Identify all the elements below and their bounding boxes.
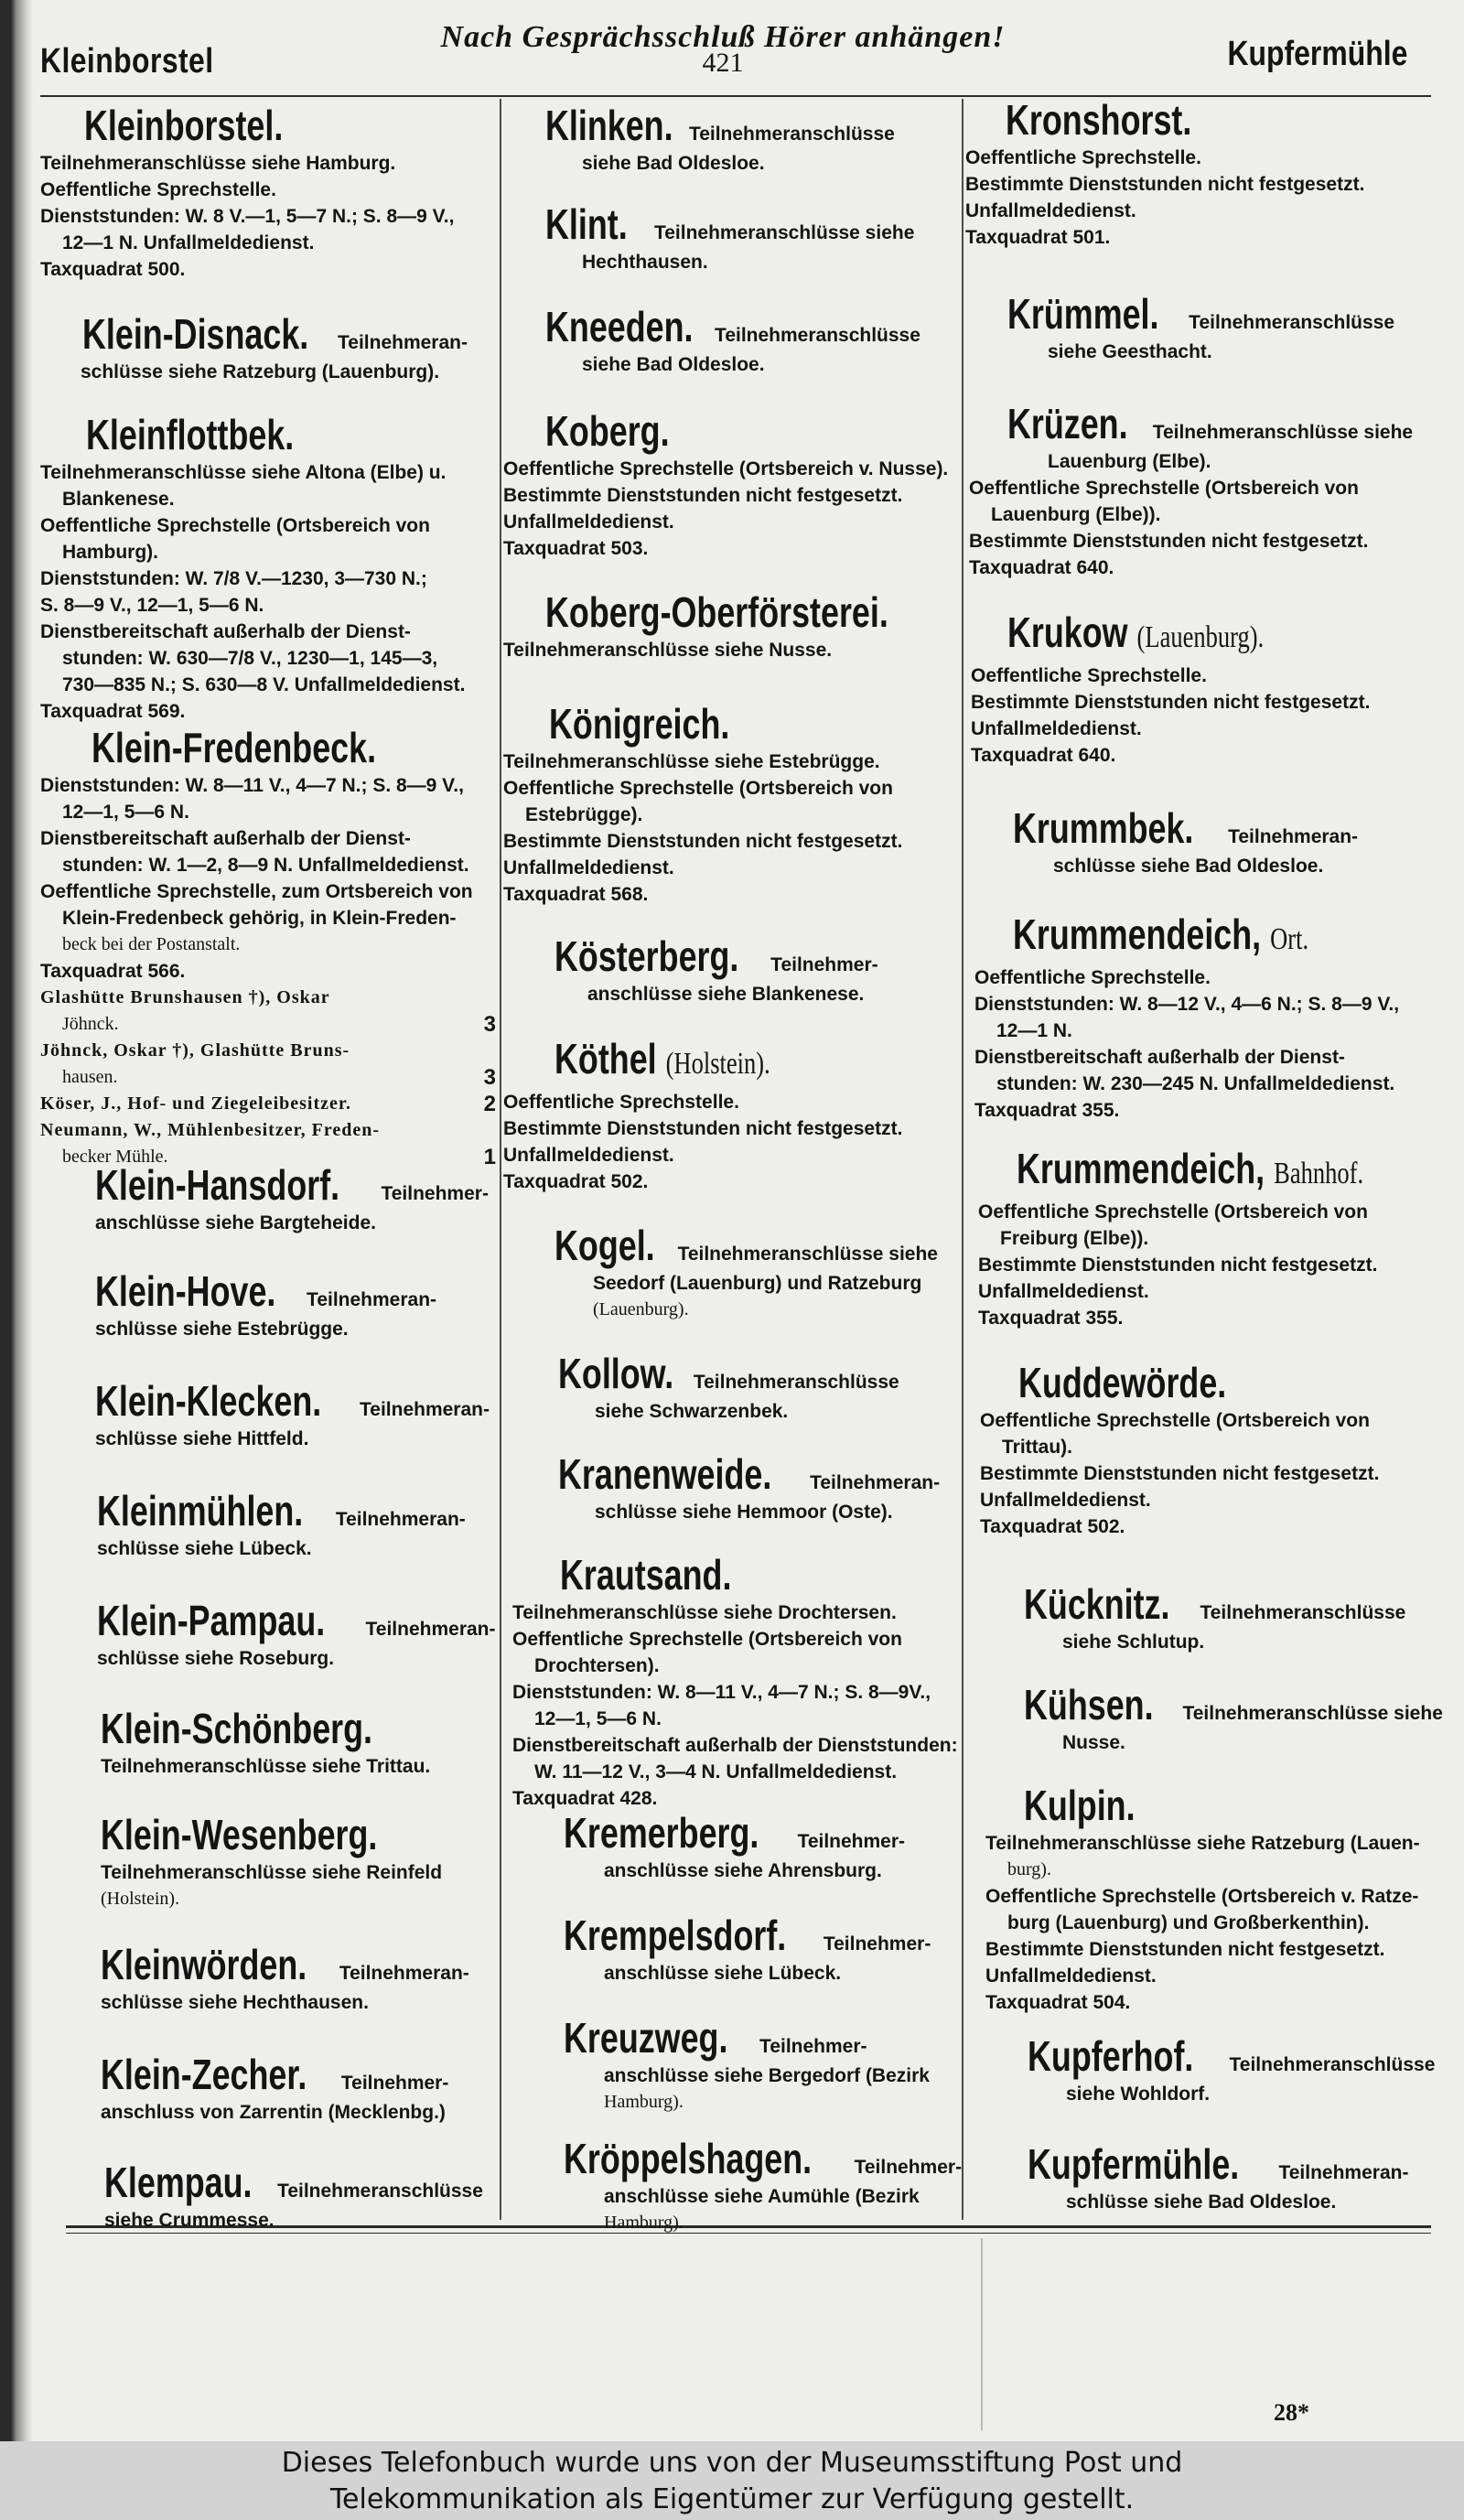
entry-title: Krummbek.: [1013, 804, 1194, 852]
entry-line: burg (Lauenburg) und Großberkenthin).: [1007, 1912, 1370, 1933]
subscriber-detail: hausen.: [62, 1067, 118, 1087]
entry-inline: Teilnehmeranschlüsse: [688, 124, 895, 145]
entry-line: W. 11—12 V., 3—4 N. Unfallmeldedienst.: [534, 1761, 898, 1782]
entry-line: Bestimmte Dienststunden nicht festgesetzt.: [503, 831, 903, 852]
entry-kranenweide: [503, 1449, 963, 1525]
entry-line: Oeffentliche Sprechstelle.: [40, 179, 276, 200]
entry-line: Taxquadrat 428.: [512, 1788, 658, 1809]
entry-inline: Teilnehmeranschlüsse siehe: [653, 222, 915, 243]
entry-kogel: [503, 1221, 963, 1323]
title-suffix: Bahnhof.: [1274, 1157, 1364, 1190]
entry-title: Klein-Hove.: [95, 1267, 276, 1315]
column-2: [503, 101, 963, 2233]
entry-title: Kleinflottbek.: [86, 411, 295, 458]
entry-line: Unfallmeldedienst.: [503, 1145, 674, 1166]
entry-line: schlüsse siehe Hemmoor (Oste).: [595, 1502, 893, 1523]
entry-krautsand: [503, 1550, 963, 1812]
subscriber-row: [40, 985, 498, 1038]
subscriber-detail: Jöhnck.: [62, 1014, 119, 1034]
entry-klinken: [503, 101, 963, 177]
entry-line: Bestimmte Dienststunden nicht festgesetzt.: [978, 1255, 1378, 1276]
entry-inline: Teilnehmer-: [770, 954, 878, 975]
entry-kruemmel: [965, 289, 1432, 365]
entry-line: Dienststunden: W. 7/8 V.—1230, 3—730 N.;: [40, 568, 427, 589]
entry-klein-fredenbeck: [40, 723, 498, 1170]
entry-kleinwoerden: [40, 1940, 498, 2016]
entry-krummendeich-bahnhof: [965, 1144, 1432, 1331]
entry-line: Blankenese.: [62, 489, 175, 510]
entry-kleinmuehlen: [40, 1486, 498, 1562]
entry-line: Lauenburg (Elbe)).: [991, 504, 1161, 525]
entry-title: Koberg.: [545, 407, 670, 455]
entry-title: Kollow.: [558, 1350, 674, 1397]
entry-line: Oeffentliche Sprechstelle (Ortsbereich von: [978, 1201, 1368, 1222]
entry-title: Klein-Schönberg.: [101, 1705, 373, 1752]
entry-title: Kleinmühlen.: [97, 1487, 304, 1535]
entry-line: Oeffentliche Sprechstelle (Ortsbereich von: [969, 478, 1359, 499]
entry-line: Seedorf (Lauenburg) und Ratzeburg: [593, 1273, 922, 1294]
entry-line: Bestimmte Dienststunden nicht festgesetzt.: [503, 485, 903, 506]
entry-title: Kröppelshagen.: [564, 2135, 813, 2182]
entry-line: Taxquadrat 640.: [971, 745, 1116, 766]
entry-inline: Teilnehmer-: [340, 2073, 449, 2094]
entry-kuecknitz: [965, 1579, 1432, 1655]
entry-line: Teilnehmeranschlüsse siehe Hamburg.: [40, 153, 396, 174]
entry-inline: Teilnehmeran-: [339, 1963, 469, 1984]
entry-title: Klein-Zecher.: [101, 2051, 307, 2098]
entry-inline: Teilnehmer-: [759, 2036, 867, 2057]
entry-title: Klein-Pampau.: [97, 1597, 326, 1644]
entry-line: Taxquadrat 503.: [503, 538, 649, 559]
header-motto: Nach Gesprächsschluß Hörer anhängen!: [440, 20, 1006, 54]
entry-klempau: [40, 2158, 498, 2234]
entry-klein-hansdorf: [40, 1160, 498, 1236]
entry-kupferhof: [965, 2031, 1436, 2107]
entry-line: Hechthausen.: [582, 252, 708, 273]
entry-title: Koberg-Oberförsterei.: [545, 588, 888, 636]
entry-line: Oeffentliche Sprechstelle (Ortsbereich v. Ratze-: [985, 1886, 1419, 1907]
entry-kneeden: [503, 302, 963, 378]
entry-kulpin: [965, 1781, 1432, 2016]
entry-line: schlüsse siehe Roseburg.: [97, 1648, 335, 1669]
entry-line: 12—1, 5—6 N.: [62, 802, 189, 823]
subscriber-number: 3: [483, 1012, 496, 1037]
title-suffix: Ort.: [1270, 922, 1309, 956]
title-main: Krummendeich,: [1013, 910, 1262, 958]
entry-line: Teilnehmeranschlüsse siehe Estebrügge.: [503, 751, 880, 772]
entry-line: anschluss von Zarrentin (Mecklenbg.): [101, 2102, 446, 2123]
entry-title: Kuddewörde.: [1018, 1359, 1227, 1406]
entry-line: Klein-Fredenbeck gehörig, in Klein-Freden-: [62, 908, 457, 929]
copyright-footer: [0, 2441, 1464, 2520]
entry-line: anschlüsse siehe Ahrensburg.: [604, 1860, 882, 1881]
entry-title: Königreich.: [549, 700, 730, 748]
entry-line: stunden: W. 230—245 N. Unfallmeldedienst.: [996, 1073, 1395, 1094]
entry-title: [1013, 910, 1308, 964]
entry-line: Taxquadrat 504.: [985, 1992, 1131, 2013]
entry-kupfermuehle: [965, 2139, 1432, 2215]
header-page-number: 421: [702, 48, 744, 78]
entry-title: Kücknitz.: [1024, 1580, 1170, 1628]
subscriber-number: 2: [483, 1092, 496, 1116]
entry-title: [1017, 1144, 1363, 1199]
column-1: [40, 101, 498, 2231]
subscriber-number: 1: [483, 1145, 496, 1169]
column-divider-1: [500, 99, 501, 2220]
entry-line: Dienststunden: W. 8 V.—1, 5—7 N.; S. 8—9 V.,: [40, 206, 455, 227]
entry-line: stunden: W. 630—7/8 V., 1230—1, 145—3,: [62, 648, 438, 669]
title-suffix: (Holstein).: [665, 1047, 770, 1081]
entry-inline: Teilnehmeranschlüsse: [1200, 1602, 1406, 1623]
entry-inline: Teilnehmeranschlüsse: [1189, 312, 1395, 333]
entry-kremerberg: [503, 1808, 963, 1884]
entry-line: Unfallmeldedienst.: [980, 1490, 1151, 1511]
entry-line: schlüsse siehe Bad Oldesloe.: [1066, 2192, 1337, 2213]
entry-line: siehe Bad Oldesloe.: [582, 354, 765, 375]
header-right-place: Kupfermühle: [1227, 35, 1407, 73]
subscriber-name: Köser, J., Hof- und Ziegeleibesitzer.: [40, 1093, 351, 1114]
subscriber-name: Glashütte Brunshausen †), Oskar: [40, 987, 330, 1007]
entry-klint: [503, 199, 963, 275]
entry-line: Bestimmte Dienststunden nicht festgesetzt.: [985, 1939, 1385, 1960]
entry-line: Dienststunden: W. 8—11 V., 4—7 N.; S. 8—9V.,: [512, 1682, 931, 1703]
entry-line: (Lauenburg).: [593, 1299, 689, 1319]
entry-krempelsdorf: [503, 1911, 963, 1987]
entry-title: Kreuzweg.: [564, 2014, 728, 2062]
entry-title: [1007, 608, 1264, 662]
entry-koesterberg: [503, 932, 963, 1007]
entry-title: Kleinwörden.: [101, 1941, 307, 1988]
entry-line: 12—1 N. Unfallmeldedienst.: [62, 232, 315, 253]
entry-line: 12—1 N.: [996, 1020, 1072, 1041]
entry-inline: Teilnehmeranschlüsse siehe: [1182, 1703, 1443, 1724]
entry-title: Klinken.: [545, 102, 673, 149]
entry-klein-schoenberg: [40, 1704, 498, 1780]
entry-line: anschlüsse siehe Aumühle (Bezirk: [604, 2186, 920, 2207]
entry-koenigreich: [503, 699, 963, 908]
entry-line: Teilnehmeranschlüsse siehe Trittau.: [101, 1756, 431, 1777]
header-left-place: Kleinborstel: [40, 42, 214, 81]
entry-line: schlüsse siehe Bad Oldesloe.: [1053, 856, 1324, 877]
entry-line: Dienstbereitschaft außerhalb der Dienst-: [974, 1047, 1345, 1068]
entry-inline: Teilnehmeranschlüsse: [277, 2181, 483, 2202]
entry-title: Kulpin.: [1024, 1782, 1136, 1829]
entry-klein-pampau: [40, 1596, 498, 1672]
entry-line: Taxquadrat 568.: [503, 884, 649, 905]
entry-inline: Teilnehmer-: [854, 2157, 963, 2178]
entry-line: Unfallmeldedienst.: [503, 512, 674, 533]
entry-line: Oeffentliche Sprechstelle.: [965, 147, 1201, 168]
entry-klein-klecken: [40, 1376, 498, 1452]
entry-kuddewoerde: [965, 1358, 1432, 1540]
entry-line: Estebrügge).: [525, 804, 643, 825]
entry-line: Dienststunden: W. 8—12 V., 4—6 N.; S. 8—9 V.,: [974, 994, 1400, 1015]
entry-line: beck bei der Postanstalt.: [62, 934, 241, 954]
entry-inline: Teilnehmer-: [797, 1831, 906, 1852]
entry-line: Unfallmeldedienst.: [978, 1281, 1149, 1302]
entry-line: anschlüsse siehe Bargteheide.: [95, 1212, 376, 1233]
entry-title: Klein-Klecken.: [95, 1377, 322, 1425]
entry-title: Krüzen.: [1007, 400, 1128, 447]
entry-line: Trittau).: [1002, 1437, 1072, 1458]
entry-line: Taxquadrat 640.: [969, 557, 1114, 578]
entry-title: Kremerberg.: [564, 1809, 759, 1857]
entry-koberg: [503, 406, 963, 562]
subscriber-detail: becker Mühle.: [62, 1147, 168, 1167]
subscriber-list: [40, 985, 498, 1170]
entry-line: Drochtersen).: [534, 1655, 660, 1676]
entry-line: Lauenburg (Elbe).: [1048, 451, 1211, 472]
entry-klein-zecher: [40, 2050, 498, 2126]
footer-line-2: Telekommunikation als Eigentümer zur Verfügung gestellt.: [329, 2483, 1135, 2515]
entry-line: stunden: W. 1—2, 8—9 N. Unfallmeldedienst.: [62, 855, 469, 876]
entry-line: Teilnehmeranschlüsse siehe Altona (Elbe) u.: [40, 462, 447, 483]
entry-krummendeich-ort: [965, 910, 1432, 1124]
entry-klein-disnack: [40, 309, 498, 385]
entry-line: S. 8—9 V., 12—1, 5—6 N.: [40, 595, 264, 616]
entry-title: Kösterberg.: [554, 932, 739, 980]
entry-title: Klint.: [545, 200, 628, 248]
entry-line: Bestimmte Dienststunden nicht festgesetzt.: [971, 692, 1371, 713]
entry-title: Kupfermühle.: [1028, 2140, 1240, 2188]
entry-line: Taxquadrat 355.: [978, 1308, 1124, 1329]
entry-line: siehe Schwarzenbek.: [595, 1401, 789, 1422]
entry-line: Dienstbereitschaft außerhalb der Dienst-: [40, 621, 411, 642]
entry-kleinflottbek: [40, 410, 498, 725]
entry-inline: Teilnehmeran-: [360, 1399, 490, 1420]
entry-title: Kühsen.: [1024, 1681, 1154, 1728]
entry-title: Krautsand.: [560, 1551, 732, 1599]
entry-inline: Teilnehmeran-: [335, 1509, 466, 1530]
entry-krukow: [965, 608, 1432, 769]
entry-line: Unfallmeldedienst.: [965, 200, 1136, 221]
entry-line: Freiburg (Elbe)).: [1000, 1228, 1149, 1249]
entry-line: Unfallmeldedienst.: [503, 857, 674, 878]
entry-title: Krempelsdorf.: [564, 1912, 787, 1959]
entry-kuehsen: [965, 1680, 1443, 1756]
entry-line: Teilnehmeranschlüsse siehe Reinfeld: [101, 1862, 443, 1883]
entry-line: Oeffentliche Sprechstelle (Ortsbereich von: [980, 1410, 1370, 1431]
entry-line: Unfallmeldedienst.: [985, 1965, 1157, 1987]
faint-crease: [981, 2238, 983, 2430]
entry-line: Bestimmte Dienststunden nicht festgesetzt.: [965, 174, 1365, 195]
entry-line: siehe Wohldorf.: [1066, 2084, 1211, 2105]
entry-inline: Teilnehmeran-: [810, 1472, 941, 1493]
entry-inline: Teilnehmeran-: [1228, 826, 1359, 847]
subscriber-number: 3: [483, 1065, 496, 1090]
entry-inline: Teilnehmeran-: [338, 332, 468, 353]
entry-line: Taxquadrat 502.: [980, 1516, 1125, 1537]
entry-inline: Teilnehmeranschlüsse siehe: [1152, 422, 1414, 443]
entry-line: Dienstbereitschaft außerhalb der Dienst-: [40, 828, 411, 849]
title-main: Krummendeich,: [1017, 1145, 1265, 1192]
entry-line: Teilnehmeranschlüsse siehe Nusse.: [503, 640, 833, 661]
entry-klein-wesenberg: [40, 1810, 498, 1912]
entry-line: anschlüsse siehe Bergedorf (Bezirk: [604, 2065, 930, 2086]
entry-line: (Holstein).: [101, 1889, 180, 1909]
entry-line: Taxquadrat 566.: [40, 961, 186, 982]
entry-title: Kupferhof.: [1028, 2032, 1194, 2080]
entry-klein-hove: [40, 1266, 498, 1342]
title-main: Köthel: [554, 1035, 657, 1082]
entry-line: schlüsse siehe Hittfeld.: [95, 1428, 309, 1449]
entry-title: Klempau.: [104, 2159, 253, 2206]
subscriber-row: [40, 1038, 498, 1091]
entry-line: Taxquadrat 355.: [974, 1100, 1120, 1121]
entry-line: Unfallmeldedienst.: [971, 718, 1142, 739]
entry-line: schlüsse siehe Hechthausen.: [101, 1992, 369, 2013]
entry-title: [554, 1034, 770, 1089]
entry-line: siehe Schlutup.: [1062, 1632, 1205, 1653]
entry-line: burg).: [1007, 1859, 1051, 1879]
entry-inline: Teilnehmeran-: [1278, 2162, 1409, 2183]
entry-line: Taxquadrat 502.: [503, 1171, 649, 1192]
entry-kreuzweg: [503, 2013, 963, 2116]
entry-line: Teilnehmeranschlüsse siehe Drochtersen.: [512, 1602, 897, 1623]
entry-title: Kneeden.: [545, 303, 694, 350]
entry-kroeppelshagen: [503, 2134, 963, 2236]
entry-line: 12—1, 5—6 N.: [534, 1708, 662, 1729]
entry-line: Hamburg).: [604, 2092, 684, 2112]
entry-kruezen: [965, 399, 1432, 581]
entry-title: Klein-Hansdorf.: [95, 1161, 340, 1209]
entry-line: anschlüsse siehe Blankenese.: [587, 984, 865, 1005]
entry-title: Kleinborstel.: [84, 102, 284, 149]
entry-line: Bestimmte Dienststunden nicht festgesetzt.: [503, 1118, 903, 1139]
entry-line: Oeffentliche Sprechstelle.: [503, 1092, 739, 1113]
entry-line: Oeffentliche Sprechstelle (Ortsbereich von: [40, 515, 430, 536]
entry-line: siehe Geesthacht.: [1048, 341, 1212, 362]
subscriber-name: Neumann, W., Mühlenbesitzer, Freden-: [40, 1120, 381, 1140]
entry-title: Kronshorst.: [1006, 96, 1192, 144]
subscriber-row: [40, 1091, 498, 1117]
entry-inline: Teilnehmeranschlüsse: [1229, 2054, 1436, 2075]
entry-kollow: [503, 1349, 963, 1425]
footer-line-1: Dieses Telefonbuch wurde uns von der Museumsstiftung Post und: [281, 2447, 1183, 2479]
entry-line: Oeffentliche Sprechstelle (Ortsbereich von: [503, 778, 893, 799]
entry-inline: Teilnehmeranschlüsse: [693, 1372, 899, 1393]
entry-koberg-oberfoersterei: [503, 587, 963, 663]
column-3: [965, 96, 1443, 2213]
entry-inline: Teilnehmeranschlüsse siehe: [677, 1244, 938, 1265]
entry-line: Oeffentliche Sprechstelle.: [971, 665, 1207, 686]
entry-line: Bestimmte Dienststunden nicht festgesetzt.: [969, 531, 1369, 552]
entry-line: Taxquadrat 500.: [40, 259, 186, 280]
entry-line: schlüsse siehe Lübeck.: [97, 1538, 312, 1559]
entry-kleinborstel: [40, 101, 498, 283]
entry-line: siehe Crummesse.: [104, 2210, 274, 2231]
entry-krummbek: [965, 803, 1432, 879]
entry-line: Taxquadrat 501.: [965, 227, 1111, 248]
entry-inline: Teilnehmeran-: [307, 1289, 437, 1310]
entry-line: Oeffentliche Sprechstelle (Ortsbereich von: [512, 1629, 902, 1650]
entry-title: Klein-Disnack.: [82, 310, 309, 358]
entry-title: Klein-Fredenbeck.: [92, 724, 377, 771]
entry-line: schlüsse siehe Ratzeburg (Lauenburg).: [81, 361, 440, 382]
entry-line: Oeffentliche Sprechstelle.: [974, 967, 1211, 988]
subscriber-name: Jöhnck, Oskar †), Glashütte Bruns-: [40, 1040, 350, 1061]
title-suffix: (Lauenburg).: [1136, 620, 1265, 654]
entry-line: Dienststunden: W. 8—11 V., 4—7 N.; S. 8—9 V.,: [40, 775, 464, 796]
entry-title: Krümmel.: [1007, 290, 1159, 338]
entry-line: Dienstbereitschaft außerhalb der Dienststunden:: [512, 1735, 958, 1756]
signature-mark: 28*: [1274, 2399, 1309, 2426]
title-main: Krukow: [1007, 608, 1128, 656]
entry-inline: Teilnehmeranschlüsse: [715, 325, 920, 346]
entry-kronshorst: [965, 95, 1432, 251]
entry-koethel: [503, 1034, 963, 1195]
entry-line: Hamburg).: [604, 2213, 684, 2233]
entry-line: Nusse.: [1062, 1732, 1125, 1753]
entry-line: Taxquadrat 569.: [40, 701, 186, 722]
entry-inline: Teilnehmeran-: [365, 1619, 496, 1640]
entry-line: Oeffentliche Sprechstelle (Ortsbereich v. Nusse).: [503, 458, 949, 479]
entry-line: schlüsse siehe Estebrügge.: [95, 1319, 349, 1340]
entry-inline: Teilnehmer-: [823, 1933, 931, 1955]
entry-line: siehe Bad Oldesloe.: [582, 153, 765, 174]
entry-line: Teilnehmeranschlüsse siehe Ratzeburg (Lauen-: [985, 1833, 1420, 1854]
entry-line: Bestimmte Dienststunden nicht festgesetzt.: [980, 1463, 1380, 1484]
book-spine-shadow: [0, 0, 33, 2441]
entry-line: Hamburg).: [62, 542, 158, 563]
entry-title: Kranenweide.: [558, 1450, 772, 1498]
entry-line: 730—835 N.; S. 630—8 V. Unfallmeldedienst.: [62, 674, 466, 695]
entry-line: Oeffentliche Sprechstelle, zum Ortsbereich von: [40, 881, 473, 902]
entry-title: Klein-Wesenberg.: [101, 1811, 378, 1858]
entry-inline: Teilnehmer-: [381, 1183, 489, 1204]
entry-line: anschlüsse siehe Lübeck.: [604, 1963, 842, 1984]
entry-title: Kogel.: [554, 1222, 655, 1269]
